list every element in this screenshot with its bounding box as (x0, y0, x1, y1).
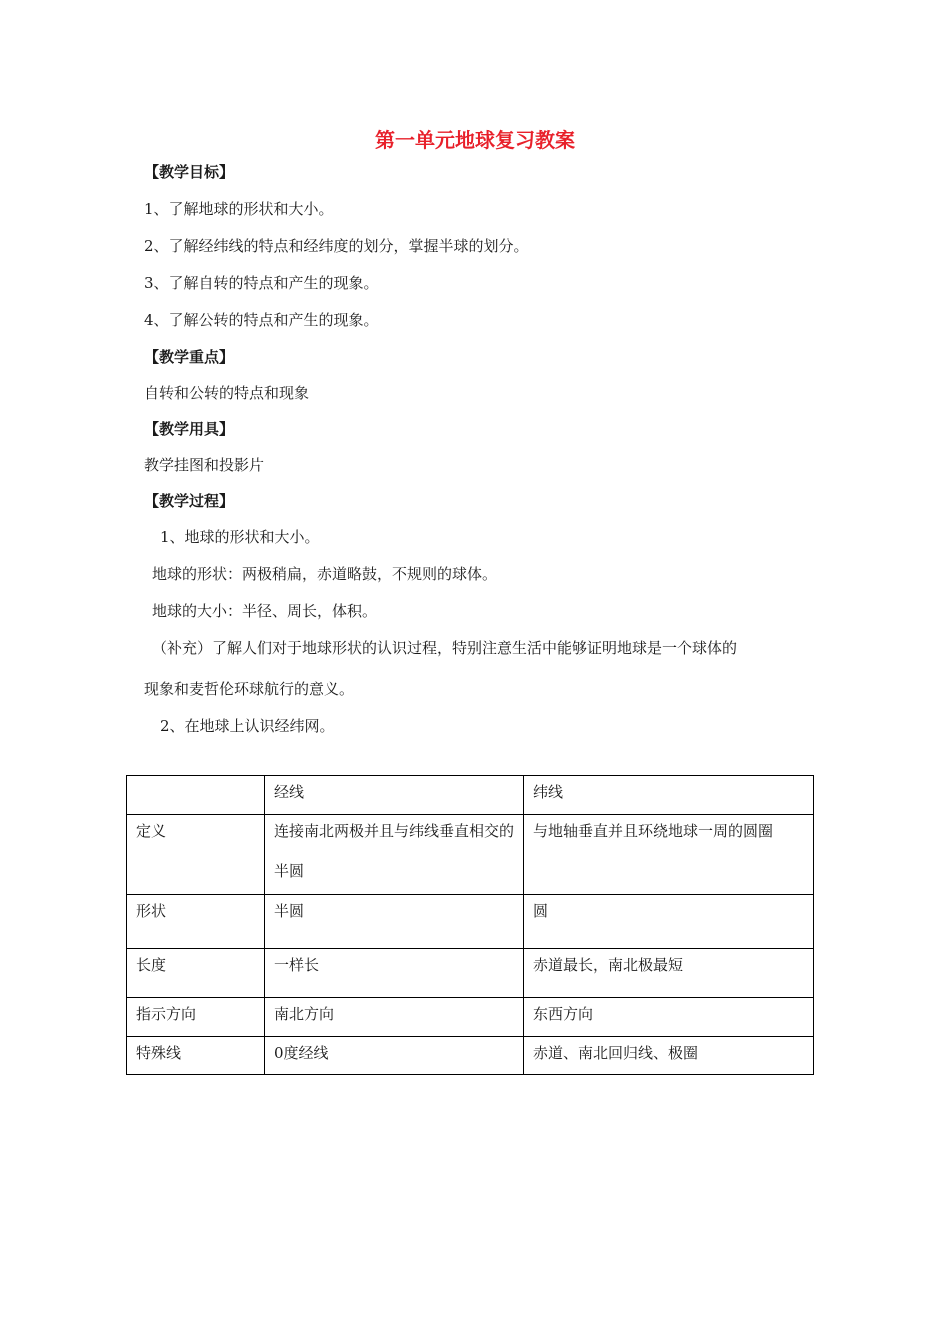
table-cell: 南北方向 (265, 998, 524, 1037)
earth-size-text: 地球的大小：半径、周长，体积。 (152, 602, 378, 620)
table-cell (265, 815, 524, 895)
table-cell: 定义 (127, 815, 265, 895)
table-cell: 赤道最长，南北极最短 (524, 949, 814, 998)
table-cell: 形状 (127, 895, 265, 949)
table-cell: 与地轴垂直并且环绕地球一周的圆圈 (524, 815, 814, 895)
table-cell: 圆 (524, 895, 814, 949)
tools-heading: 【教学用具】 (144, 420, 235, 438)
document-title: 第一单元地球复习教案 (375, 128, 575, 152)
focus-text: 自转和公转的特点和现象 (144, 384, 310, 402)
objective-item: 4、了解公转的特点和产生的现象。 (144, 311, 379, 329)
objective-item: 2、了解经纬线的特点和经纬度的划分，掌握半球的划分。 (144, 237, 529, 255)
earth-shape-text: 地球的形状：两极稍扁，赤道略鼓，不规则的球体。 (152, 565, 498, 583)
table-header-row (127, 776, 814, 815)
table-header-cell (127, 776, 265, 815)
objectives-heading: 【教学目标】 (144, 163, 235, 181)
table-cell: 半圆 (265, 895, 524, 949)
latitude-longitude-table (126, 775, 814, 1075)
tools-text: 教学挂图和投影片 (144, 456, 265, 474)
supplement-text-line-1: （补充）了解人们对于地球形状的认识过程，特别注意生活中能够证明地球是一个球体的 (152, 639, 738, 657)
table-header-cell: 纬线 (524, 776, 814, 815)
table-cell: 赤道、南北回归线、极圈 (524, 1037, 814, 1075)
table-row (127, 895, 814, 949)
focus-heading: 【教学重点】 (144, 348, 235, 366)
process-step-2: 2、在地球上认识经纬网。 (160, 717, 335, 735)
table-row (127, 998, 814, 1037)
table-cell: 0度经线 (265, 1037, 524, 1075)
table-cell: 一样长 (265, 949, 524, 998)
table-cell-text: 连接南北两极并且与纬线垂直相交的半圆 (274, 822, 515, 880)
table-cell: 特殊线 (127, 1037, 265, 1075)
table-cell: 指示方向 (127, 998, 265, 1037)
table-cell: 东西方向 (524, 998, 814, 1037)
table-cell: 长度 (127, 949, 265, 998)
table-row (127, 949, 814, 998)
table-row (127, 1037, 814, 1075)
table-row (127, 815, 814, 895)
process-heading: 【教学过程】 (144, 492, 235, 510)
supplement-text-line-2: 现象和麦哲伦环球航行的意义。 (144, 680, 355, 698)
process-step-1: 1、地球的形状和大小。 (160, 528, 320, 546)
objective-item: 1、了解地球的形状和大小。 (144, 200, 334, 218)
table-header-cell: 经线 (265, 776, 524, 815)
objective-item: 3、了解自转的特点和产生的现象。 (144, 274, 379, 292)
